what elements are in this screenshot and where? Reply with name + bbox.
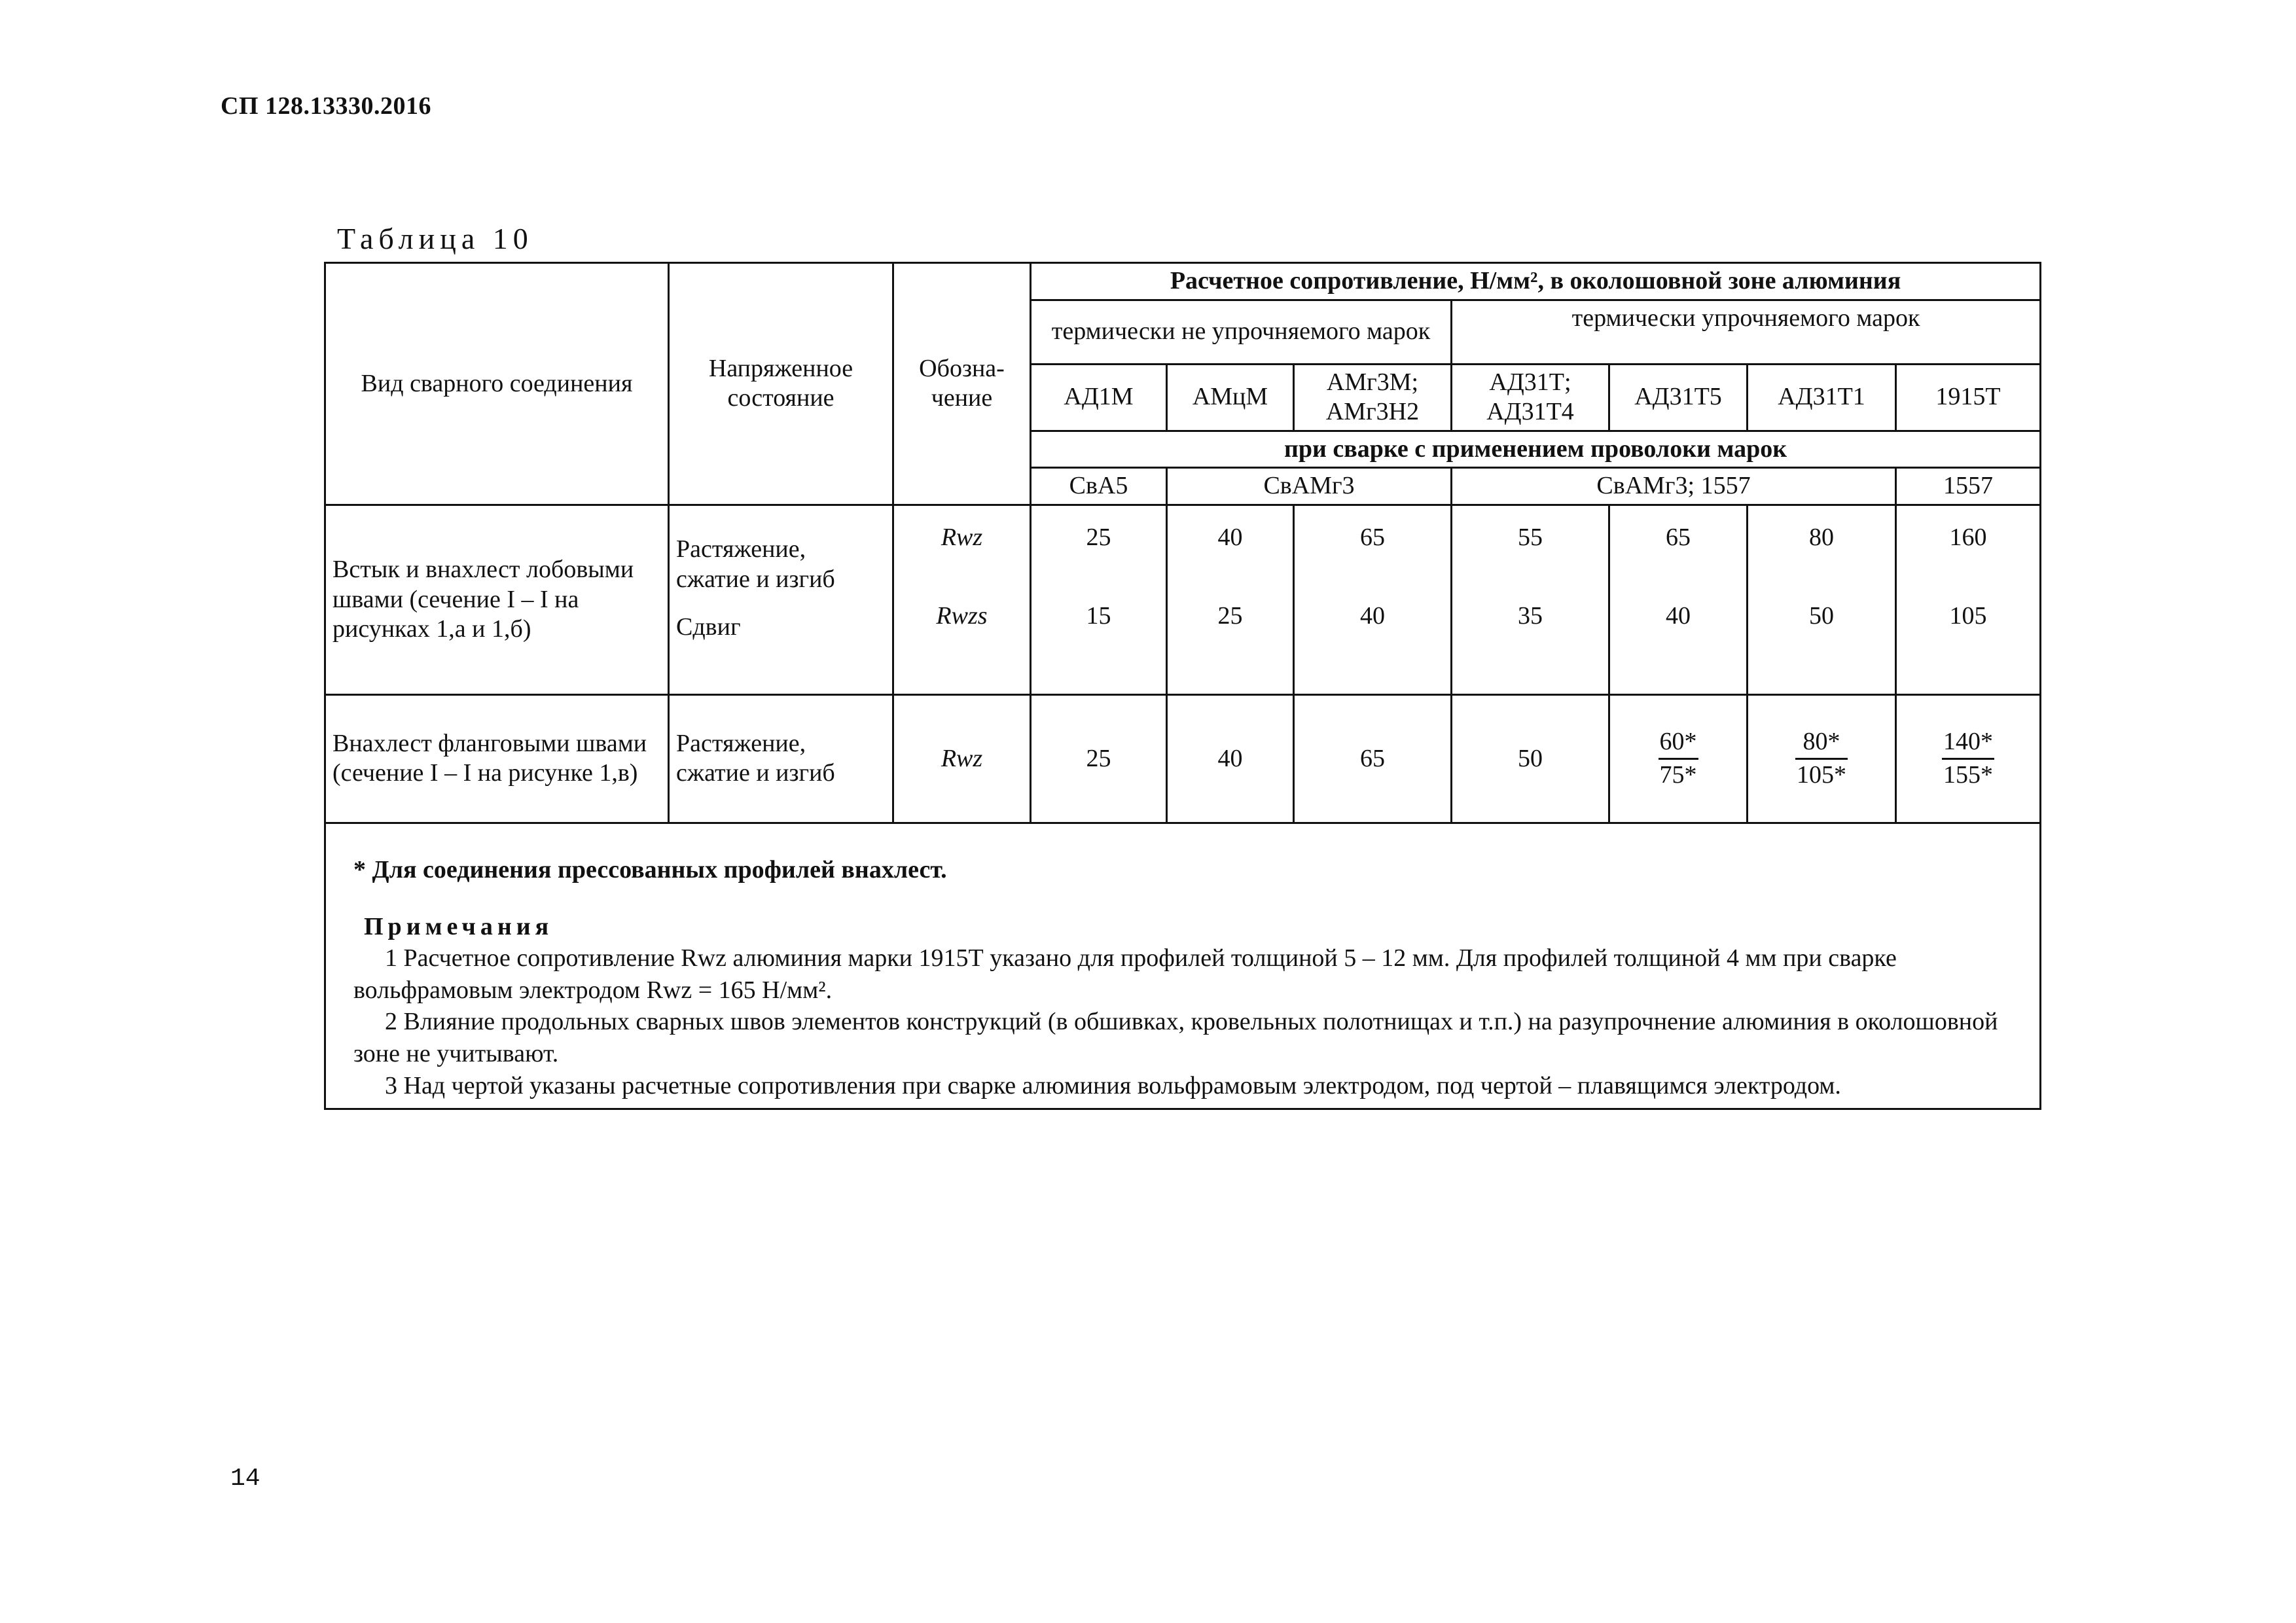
value: 35 (1518, 601, 1543, 630)
value-cell (1748, 505, 1896, 694)
fraction-top: 140* (1942, 726, 1994, 760)
value: 80 (1809, 523, 1834, 551)
value: 55 (1518, 523, 1543, 551)
value: 50 (1452, 694, 1609, 823)
symbol-cell (893, 505, 1031, 694)
value: 40 (1167, 694, 1294, 823)
note-item: 1 Расчетное сопротивление Rwz алюминия марки 1915Т указано для профилей толщиной 5 – 12 мм. Для профилей толщиной 4 мм при сварке вольфрамовым электродом Rwz = 165 Н/мм². (353, 944, 1897, 1004)
header-design-resistance: Расчетное сопротивление, Н/мм², в околошовной зоне алюминия (1031, 263, 2041, 300)
header-non-hardened-group: термически не упрочняемого марок (1031, 300, 1452, 364)
value-cell (1609, 505, 1748, 694)
design-resistance-table (324, 262, 2041, 1110)
joint-type-flank-lap: Внахлест фланговыми швами (сечение I – I на рисунке 1,в) (325, 694, 669, 823)
header-hardened-group: термически упрочняемого марок (1452, 300, 2041, 364)
fraction-top: 80* (1795, 726, 1848, 760)
symbol-rwzs: Rwzs (936, 601, 988, 630)
wire-grade: 1557 (1896, 468, 2041, 505)
value: 25 (1086, 523, 1111, 551)
value: 160 (1949, 523, 1987, 551)
value: 105 (1949, 601, 1987, 630)
stress-shear: Сдвиг (676, 613, 741, 641)
grade-header: АД31Т; АД31Т4 (1452, 364, 1609, 431)
value: 15 (1086, 601, 1111, 630)
value-cell (1294, 505, 1452, 694)
value-cell (1452, 505, 1609, 694)
stress-tension: Растяжение, сжатие и изгиб (669, 694, 893, 823)
value: 25 (1031, 694, 1167, 823)
note-item: 2 Влияние продольных сварных швов элементов конструкций (в обшивках, кровельных полотнищах и т.п.) на разупрочнение алюминия в околошовной зоне не учитывают. (353, 1008, 1998, 1068)
value: 50 (1809, 601, 1834, 630)
document-code: СП 128.13330.2016 (221, 92, 431, 120)
fraction-top: 60* (1659, 726, 1698, 760)
wire-grade: СвАМг3 (1167, 468, 1452, 505)
symbol-rwz: Rwz (893, 694, 1031, 823)
value: 65 (1666, 523, 1691, 551)
grade-header: АМцМ (1167, 364, 1294, 431)
fraction-bottom: 75* (1659, 760, 1697, 789)
stress-tension: Растяжение, сжатие и изгиб (676, 535, 835, 593)
fraction-value (1896, 694, 2041, 823)
wire-grade: СвА5 (1031, 468, 1167, 505)
notes-heading: Примечания (364, 912, 554, 940)
value: 40 (1217, 523, 1243, 551)
grade-header: АД1М (1031, 364, 1167, 431)
grade-header: АМг3М; АМг3Н2 (1294, 364, 1452, 431)
value-cell (1031, 505, 1167, 694)
table-title: Таблица 10 (337, 222, 533, 255)
value: 40 (1360, 601, 1385, 630)
footnote: * Для соединения прессованных профилей внахлест. (353, 855, 947, 883)
notes-cell (325, 823, 2041, 1109)
value: 40 (1666, 601, 1691, 630)
header-wire-grades: при сварке с применением проволоки марок (1031, 431, 2041, 468)
value: 65 (1294, 694, 1452, 823)
fraction-value (1748, 694, 1896, 823)
col-header-symbol: Обозна-чение (893, 263, 1031, 505)
value: 65 (1360, 523, 1385, 551)
value-cell (1896, 505, 2041, 694)
grade-header: АД31Т1 (1748, 364, 1896, 431)
col-header-stress-state: Напряженное состояние (669, 263, 893, 505)
value: 25 (1217, 601, 1243, 630)
joint-type-butt-lap: Встык и внахлест лобовыми швами (сечение I – I на рисунках 1,а и 1,б) (325, 505, 669, 694)
note-item: 3 Над чертой указаны расчетные сопротивления при сварке алюминия вольфрамовым электродом, под чертой – плавящимся электродом. (385, 1071, 1841, 1099)
value-cell (1167, 505, 1294, 694)
grade-header: АД31Т5 (1609, 364, 1748, 431)
stress-state-cell (669, 505, 893, 694)
wire-grade: СвАМг3; 1557 (1452, 468, 1896, 505)
fraction-value (1609, 694, 1748, 823)
page-number: 14 (230, 1465, 260, 1493)
fraction-bottom: 155* (1943, 760, 1994, 789)
symbol-rwz: Rwz (941, 523, 983, 551)
col-header-joint-type: Вид сварного соединения (325, 263, 669, 505)
fraction-bottom: 105* (1797, 760, 1846, 789)
grade-header: 1915Т (1896, 364, 2041, 431)
